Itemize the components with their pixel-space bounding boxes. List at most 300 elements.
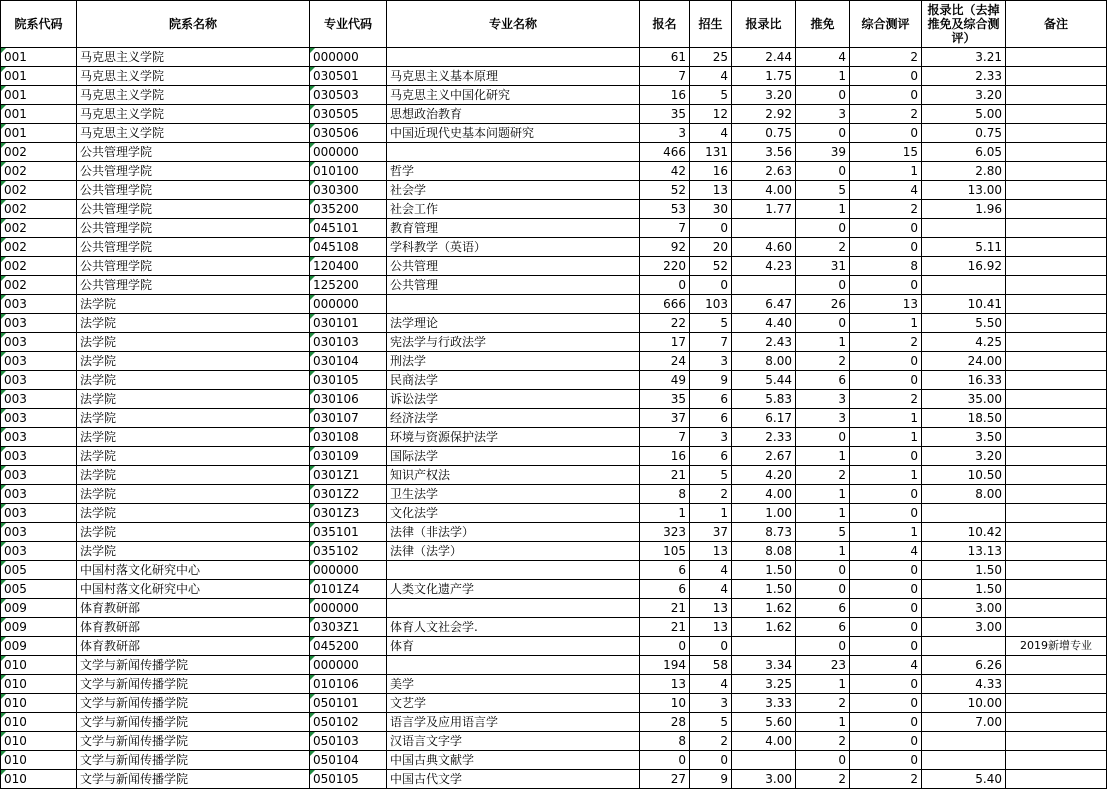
dept-code-cell[interactable]: 002 [1, 143, 77, 162]
dept-code-cell[interactable]: 010 [1, 675, 77, 694]
dept-code-cell[interactable]: 003 [1, 314, 77, 333]
remarks-cell[interactable] [1006, 561, 1107, 580]
dept-name-cell[interactable]: 法学院 [77, 485, 310, 504]
applicants-cell[interactable]: 61 [640, 48, 690, 67]
enrolled-cell[interactable]: 3 [690, 694, 732, 713]
enrolled-cell[interactable]: 37 [690, 523, 732, 542]
enrolled-cell[interactable]: 12 [690, 105, 732, 124]
adjusted-ratio-cell[interactable]: 7.00 [922, 713, 1006, 732]
dept-name-cell[interactable]: 文学与新闻传播学院 [77, 656, 310, 675]
ratio-cell[interactable]: 3.34 [732, 656, 796, 675]
col-header-adjusted-ratio[interactable]: 报录比（去掉推免及综合测评） [922, 1, 1006, 48]
ratio-cell[interactable]: 4.00 [732, 181, 796, 200]
enrolled-cell[interactable]: 2 [690, 732, 732, 751]
exempt-cell[interactable]: 0 [796, 124, 850, 143]
applicants-cell[interactable]: 6 [640, 561, 690, 580]
remarks-cell[interactable] [1006, 751, 1107, 770]
adjusted-ratio-cell[interactable]: 16.92 [922, 257, 1006, 276]
exempt-cell[interactable]: 39 [796, 143, 850, 162]
adjusted-ratio-cell[interactable]: 6.26 [922, 656, 1006, 675]
major-code-cell[interactable]: 030107 [310, 409, 387, 428]
adjusted-ratio-cell[interactable] [922, 276, 1006, 295]
col-header-comprehensive[interactable]: 综合测评 [850, 1, 922, 48]
ratio-cell[interactable]: 1.62 [732, 618, 796, 637]
major-name-cell[interactable]: 文化法学 [387, 504, 640, 523]
ratio-cell[interactable] [732, 751, 796, 770]
comprehensive-cell[interactable]: 0 [850, 732, 922, 751]
adjusted-ratio-cell[interactable]: 13.13 [922, 542, 1006, 561]
applicants-cell[interactable]: 35 [640, 105, 690, 124]
ratio-cell[interactable]: 6.47 [732, 295, 796, 314]
comprehensive-cell[interactable]: 2 [850, 105, 922, 124]
dept-name-cell[interactable]: 法学院 [77, 409, 310, 428]
major-name-cell[interactable]: 教育管理 [387, 219, 640, 238]
major-code-cell[interactable]: 0301Z1 [310, 466, 387, 485]
major-code-cell[interactable]: 030300 [310, 181, 387, 200]
remarks-cell[interactable] [1006, 599, 1107, 618]
adjusted-ratio-cell[interactable]: 1.50 [922, 561, 1006, 580]
adjusted-ratio-cell[interactable]: 4.33 [922, 675, 1006, 694]
remarks-cell[interactable] [1006, 580, 1107, 599]
comprehensive-cell[interactable]: 0 [850, 67, 922, 86]
enrolled-cell[interactable]: 7 [690, 333, 732, 352]
applicants-cell[interactable]: 21 [640, 599, 690, 618]
remarks-cell[interactable] [1006, 257, 1107, 276]
ratio-cell[interactable]: 3.56 [732, 143, 796, 162]
applicants-cell[interactable]: 323 [640, 523, 690, 542]
comprehensive-cell[interactable]: 8 [850, 257, 922, 276]
enrolled-cell[interactable]: 13 [690, 542, 732, 561]
ratio-cell[interactable]: 2.63 [732, 162, 796, 181]
major-code-cell[interactable]: 030103 [310, 333, 387, 352]
adjusted-ratio-cell[interactable] [922, 751, 1006, 770]
col-header-major-code[interactable]: 专业代码 [310, 1, 387, 48]
adjusted-ratio-cell[interactable]: 6.05 [922, 143, 1006, 162]
remarks-cell[interactable] [1006, 466, 1107, 485]
col-header-applicants[interactable]: 报名 [640, 1, 690, 48]
comprehensive-cell[interactable]: 0 [850, 751, 922, 770]
major-name-cell[interactable]: 哲学 [387, 162, 640, 181]
comprehensive-cell[interactable]: 2 [850, 770, 922, 789]
adjusted-ratio-cell[interactable]: 8.00 [922, 485, 1006, 504]
exempt-cell[interactable]: 31 [796, 257, 850, 276]
remarks-cell[interactable] [1006, 694, 1107, 713]
dept-code-cell[interactable]: 003 [1, 428, 77, 447]
major-name-cell[interactable] [387, 561, 640, 580]
ratio-cell[interactable]: 3.25 [732, 675, 796, 694]
applicants-cell[interactable]: 28 [640, 713, 690, 732]
enrolled-cell[interactable]: 2 [690, 485, 732, 504]
ratio-cell[interactable]: 8.00 [732, 352, 796, 371]
comprehensive-cell[interactable]: 1 [850, 428, 922, 447]
dept-name-cell[interactable]: 马克思主义学院 [77, 105, 310, 124]
ratio-cell[interactable]: 3.33 [732, 694, 796, 713]
dept-code-cell[interactable]: 003 [1, 333, 77, 352]
major-name-cell[interactable]: 中国近现代史基本问题研究 [387, 124, 640, 143]
major-name-cell[interactable] [387, 143, 640, 162]
adjusted-ratio-cell[interactable]: 2.80 [922, 162, 1006, 181]
dept-name-cell[interactable]: 法学院 [77, 504, 310, 523]
dept-name-cell[interactable]: 文学与新闻传播学院 [77, 694, 310, 713]
applicants-cell[interactable]: 7 [640, 67, 690, 86]
enrolled-cell[interactable]: 6 [690, 409, 732, 428]
remarks-cell[interactable]: 2019新增专业 [1006, 637, 1107, 656]
adjusted-ratio-cell[interactable]: 3.20 [922, 86, 1006, 105]
comprehensive-cell[interactable]: 0 [850, 637, 922, 656]
major-code-cell[interactable]: 000000 [310, 656, 387, 675]
enrolled-cell[interactable]: 131 [690, 143, 732, 162]
adjusted-ratio-cell[interactable]: 5.50 [922, 314, 1006, 333]
dept-code-cell[interactable]: 001 [1, 124, 77, 143]
applicants-cell[interactable]: 105 [640, 542, 690, 561]
major-code-cell[interactable]: 010100 [310, 162, 387, 181]
applicants-cell[interactable]: 220 [640, 257, 690, 276]
dept-code-cell[interactable]: 001 [1, 105, 77, 124]
applicants-cell[interactable]: 466 [640, 143, 690, 162]
comprehensive-cell[interactable]: 0 [850, 485, 922, 504]
adjusted-ratio-cell[interactable]: 13.00 [922, 181, 1006, 200]
exempt-cell[interactable]: 0 [796, 219, 850, 238]
ratio-cell[interactable] [732, 637, 796, 656]
dept-code-cell[interactable]: 003 [1, 295, 77, 314]
remarks-cell[interactable] [1006, 770, 1107, 789]
ratio-cell[interactable]: 4.00 [732, 485, 796, 504]
exempt-cell[interactable]: 3 [796, 409, 850, 428]
comprehensive-cell[interactable]: 0 [850, 371, 922, 390]
remarks-cell[interactable] [1006, 542, 1107, 561]
col-header-remarks[interactable]: 备注 [1006, 1, 1107, 48]
major-code-cell[interactable]: 0303Z1 [310, 618, 387, 637]
major-name-cell[interactable]: 体育 [387, 637, 640, 656]
ratio-cell[interactable]: 1.75 [732, 67, 796, 86]
exempt-cell[interactable]: 0 [796, 580, 850, 599]
major-code-cell[interactable]: 030108 [310, 428, 387, 447]
major-code-cell[interactable]: 030501 [310, 67, 387, 86]
comprehensive-cell[interactable]: 2 [850, 48, 922, 67]
exempt-cell[interactable]: 0 [796, 428, 850, 447]
ratio-cell[interactable]: 6.17 [732, 409, 796, 428]
enrolled-cell[interactable]: 0 [690, 637, 732, 656]
applicants-cell[interactable]: 21 [640, 466, 690, 485]
ratio-cell[interactable]: 1.00 [732, 504, 796, 523]
exempt-cell[interactable]: 1 [796, 542, 850, 561]
applicants-cell[interactable]: 1 [640, 504, 690, 523]
ratio-cell[interactable] [732, 219, 796, 238]
remarks-cell[interactable] [1006, 86, 1107, 105]
dept-name-cell[interactable]: 公共管理学院 [77, 276, 310, 295]
exempt-cell[interactable]: 6 [796, 371, 850, 390]
exempt-cell[interactable]: 1 [796, 713, 850, 732]
adjusted-ratio-cell[interactable]: 1.96 [922, 200, 1006, 219]
dept-code-cell[interactable]: 002 [1, 219, 77, 238]
adjusted-ratio-cell[interactable]: 3.50 [922, 428, 1006, 447]
exempt-cell[interactable]: 1 [796, 504, 850, 523]
exempt-cell[interactable]: 2 [796, 694, 850, 713]
dept-code-cell[interactable]: 002 [1, 238, 77, 257]
remarks-cell[interactable] [1006, 523, 1107, 542]
remarks-cell[interactable] [1006, 105, 1107, 124]
applicants-cell[interactable]: 6 [640, 580, 690, 599]
comprehensive-cell[interactable]: 15 [850, 143, 922, 162]
applicants-cell[interactable]: 7 [640, 219, 690, 238]
dept-code-cell[interactable]: 003 [1, 542, 77, 561]
major-name-cell[interactable]: 中国古代文学 [387, 770, 640, 789]
major-code-cell[interactable]: 0101Z4 [310, 580, 387, 599]
major-code-cell[interactable]: 050101 [310, 694, 387, 713]
dept-name-cell[interactable]: 公共管理学院 [77, 200, 310, 219]
exempt-cell[interactable]: 1 [796, 447, 850, 466]
ratio-cell[interactable]: 1.77 [732, 200, 796, 219]
adjusted-ratio-cell[interactable]: 18.50 [922, 409, 1006, 428]
major-name-cell[interactable] [387, 295, 640, 314]
exempt-cell[interactable]: 2 [796, 352, 850, 371]
remarks-cell[interactable] [1006, 371, 1107, 390]
comprehensive-cell[interactable]: 1 [850, 409, 922, 428]
comprehensive-cell[interactable]: 4 [850, 542, 922, 561]
adjusted-ratio-cell[interactable]: 10.00 [922, 694, 1006, 713]
enrolled-cell[interactable]: 9 [690, 770, 732, 789]
enrolled-cell[interactable]: 3 [690, 352, 732, 371]
dept-code-cell[interactable]: 010 [1, 732, 77, 751]
dept-code-cell[interactable]: 010 [1, 751, 77, 770]
major-name-cell[interactable]: 经济法学 [387, 409, 640, 428]
remarks-cell[interactable] [1006, 447, 1107, 466]
adjusted-ratio-cell[interactable]: 24.00 [922, 352, 1006, 371]
enrolled-cell[interactable]: 1 [690, 504, 732, 523]
applicants-cell[interactable]: 10 [640, 694, 690, 713]
comprehensive-cell[interactable]: 0 [850, 219, 922, 238]
major-code-cell[interactable]: 030106 [310, 390, 387, 409]
exempt-cell[interactable]: 2 [796, 466, 850, 485]
comprehensive-cell[interactable]: 1 [850, 314, 922, 333]
major-name-cell[interactable]: 公共管理 [387, 257, 640, 276]
dept-code-cell[interactable]: 010 [1, 694, 77, 713]
exempt-cell[interactable]: 5 [796, 523, 850, 542]
dept-name-cell[interactable]: 法学院 [77, 447, 310, 466]
adjusted-ratio-cell[interactable] [922, 732, 1006, 751]
adjusted-ratio-cell[interactable]: 1.50 [922, 580, 1006, 599]
applicants-cell[interactable]: 16 [640, 86, 690, 105]
adjusted-ratio-cell[interactable]: 2.33 [922, 67, 1006, 86]
major-name-cell[interactable] [387, 656, 640, 675]
ratio-cell[interactable]: 8.08 [732, 542, 796, 561]
major-code-cell[interactable]: 050102 [310, 713, 387, 732]
comprehensive-cell[interactable]: 0 [850, 352, 922, 371]
enrolled-cell[interactable]: 5 [690, 466, 732, 485]
remarks-cell[interactable] [1006, 409, 1107, 428]
comprehensive-cell[interactable]: 4 [850, 181, 922, 200]
major-name-cell[interactable] [387, 599, 640, 618]
adjusted-ratio-cell[interactable]: 10.50 [922, 466, 1006, 485]
applicants-cell[interactable]: 53 [640, 200, 690, 219]
major-code-cell[interactable]: 050103 [310, 732, 387, 751]
enrolled-cell[interactable]: 13 [690, 599, 732, 618]
enrolled-cell[interactable]: 0 [690, 219, 732, 238]
remarks-cell[interactable] [1006, 352, 1107, 371]
ratio-cell[interactable]: 2.67 [732, 447, 796, 466]
dept-code-cell[interactable]: 001 [1, 48, 77, 67]
remarks-cell[interactable] [1006, 276, 1107, 295]
enrolled-cell[interactable]: 4 [690, 67, 732, 86]
dept-code-cell[interactable]: 003 [1, 390, 77, 409]
major-code-cell[interactable]: 050105 [310, 770, 387, 789]
ratio-cell[interactable]: 2.33 [732, 428, 796, 447]
major-code-cell[interactable]: 125200 [310, 276, 387, 295]
dept-name-cell[interactable]: 中国村落文化研究中心 [77, 580, 310, 599]
applicants-cell[interactable]: 8 [640, 485, 690, 504]
dept-name-cell[interactable]: 法学院 [77, 295, 310, 314]
ratio-cell[interactable]: 0.75 [732, 124, 796, 143]
remarks-cell[interactable] [1006, 219, 1107, 238]
adjusted-ratio-cell[interactable] [922, 219, 1006, 238]
enrolled-cell[interactable]: 4 [690, 124, 732, 143]
remarks-cell[interactable] [1006, 67, 1107, 86]
col-header-ratio[interactable]: 报录比 [732, 1, 796, 48]
dept-name-cell[interactable]: 公共管理学院 [77, 181, 310, 200]
adjusted-ratio-cell[interactable]: 10.41 [922, 295, 1006, 314]
col-header-dept-code[interactable]: 院系代码 [1, 1, 77, 48]
major-name-cell[interactable]: 国际法学 [387, 447, 640, 466]
exempt-cell[interactable]: 3 [796, 105, 850, 124]
remarks-cell[interactable] [1006, 295, 1107, 314]
comprehensive-cell[interactable]: 0 [850, 675, 922, 694]
exempt-cell[interactable]: 4 [796, 48, 850, 67]
major-name-cell[interactable]: 文艺学 [387, 694, 640, 713]
major-code-cell[interactable]: 000000 [310, 48, 387, 67]
major-name-cell[interactable] [387, 48, 640, 67]
enrolled-cell[interactable]: 6 [690, 390, 732, 409]
dept-code-cell[interactable]: 010 [1, 770, 77, 789]
dept-code-cell[interactable]: 009 [1, 618, 77, 637]
enrolled-cell[interactable]: 13 [690, 181, 732, 200]
enrolled-cell[interactable]: 5 [690, 713, 732, 732]
comprehensive-cell[interactable]: 1 [850, 523, 922, 542]
comprehensive-cell[interactable]: 0 [850, 694, 922, 713]
dept-name-cell[interactable]: 公共管理学院 [77, 162, 310, 181]
applicants-cell[interactable]: 92 [640, 238, 690, 257]
adjusted-ratio-cell[interactable]: 3.00 [922, 599, 1006, 618]
dept-code-cell[interactable]: 005 [1, 561, 77, 580]
major-code-cell[interactable]: 030506 [310, 124, 387, 143]
dept-name-cell[interactable]: 文学与新闻传播学院 [77, 751, 310, 770]
dept-name-cell[interactable]: 法学院 [77, 333, 310, 352]
major-name-cell[interactable]: 人类文化遗产学 [387, 580, 640, 599]
ratio-cell[interactable]: 5.44 [732, 371, 796, 390]
enrolled-cell[interactable]: 103 [690, 295, 732, 314]
applicants-cell[interactable]: 17 [640, 333, 690, 352]
major-code-cell[interactable]: 030503 [310, 86, 387, 105]
applicants-cell[interactable]: 21 [640, 618, 690, 637]
dept-name-cell[interactable]: 法学院 [77, 371, 310, 390]
comprehensive-cell[interactable]: 2 [850, 390, 922, 409]
major-name-cell[interactable]: 环境与资源保护法学 [387, 428, 640, 447]
enrolled-cell[interactable]: 52 [690, 257, 732, 276]
dept-name-cell[interactable]: 体育教研部 [77, 637, 310, 656]
adjusted-ratio-cell[interactable]: 3.20 [922, 447, 1006, 466]
dept-code-cell[interactable]: 003 [1, 523, 77, 542]
dept-code-cell[interactable]: 009 [1, 599, 77, 618]
remarks-cell[interactable] [1006, 162, 1107, 181]
remarks-cell[interactable] [1006, 333, 1107, 352]
adjusted-ratio-cell[interactable]: 5.00 [922, 105, 1006, 124]
applicants-cell[interactable]: 27 [640, 770, 690, 789]
major-code-cell[interactable]: 0301Z2 [310, 485, 387, 504]
comprehensive-cell[interactable]: 2 [850, 333, 922, 352]
major-code-cell[interactable]: 030505 [310, 105, 387, 124]
ratio-cell[interactable]: 4.23 [732, 257, 796, 276]
ratio-cell[interactable]: 5.60 [732, 713, 796, 732]
ratio-cell[interactable]: 2.44 [732, 48, 796, 67]
applicants-cell[interactable]: 0 [640, 751, 690, 770]
exempt-cell[interactable]: 23 [796, 656, 850, 675]
dept-code-cell[interactable]: 002 [1, 181, 77, 200]
enrolled-cell[interactable]: 5 [690, 314, 732, 333]
col-header-major-name[interactable]: 专业名称 [387, 1, 640, 48]
major-name-cell[interactable]: 知识产权法 [387, 466, 640, 485]
enrolled-cell[interactable]: 0 [690, 751, 732, 770]
dept-name-cell[interactable]: 马克思主义学院 [77, 48, 310, 67]
major-code-cell[interactable]: 030101 [310, 314, 387, 333]
ratio-cell[interactable]: 1.50 [732, 580, 796, 599]
adjusted-ratio-cell[interactable] [922, 637, 1006, 656]
dept-name-cell[interactable]: 马克思主义学院 [77, 86, 310, 105]
applicants-cell[interactable]: 0 [640, 276, 690, 295]
ratio-cell[interactable]: 2.43 [732, 333, 796, 352]
major-name-cell[interactable]: 刑法学 [387, 352, 640, 371]
dept-code-cell[interactable]: 003 [1, 352, 77, 371]
enrolled-cell[interactable]: 4 [690, 675, 732, 694]
enrolled-cell[interactable]: 5 [690, 86, 732, 105]
major-name-cell[interactable]: 宪法学与行政法学 [387, 333, 640, 352]
dept-code-cell[interactable]: 005 [1, 580, 77, 599]
adjusted-ratio-cell[interactable]: 3.00 [922, 618, 1006, 637]
dept-name-cell[interactable]: 公共管理学院 [77, 143, 310, 162]
major-code-cell[interactable]: 030104 [310, 352, 387, 371]
dept-name-cell[interactable]: 文学与新闻传播学院 [77, 713, 310, 732]
col-header-dept-name[interactable]: 院系名称 [77, 1, 310, 48]
exempt-cell[interactable]: 1 [796, 333, 850, 352]
dept-code-cell[interactable]: 003 [1, 485, 77, 504]
dept-name-cell[interactable]: 文学与新闻传播学院 [77, 770, 310, 789]
remarks-cell[interactable] [1006, 713, 1107, 732]
comprehensive-cell[interactable]: 0 [850, 238, 922, 257]
applicants-cell[interactable]: 24 [640, 352, 690, 371]
major-code-cell[interactable]: 030105 [310, 371, 387, 390]
enrolled-cell[interactable]: 9 [690, 371, 732, 390]
remarks-cell[interactable] [1006, 675, 1107, 694]
remarks-cell[interactable] [1006, 618, 1107, 637]
major-code-cell[interactable]: 050104 [310, 751, 387, 770]
dept-code-cell[interactable]: 003 [1, 447, 77, 466]
ratio-cell[interactable]: 4.00 [732, 732, 796, 751]
comprehensive-cell[interactable]: 0 [850, 124, 922, 143]
dept-name-cell[interactable]: 公共管理学院 [77, 238, 310, 257]
exempt-cell[interactable]: 0 [796, 162, 850, 181]
exempt-cell[interactable]: 2 [796, 770, 850, 789]
comprehensive-cell[interactable]: 1 [850, 466, 922, 485]
col-header-enrolled[interactable]: 招生 [690, 1, 732, 48]
major-name-cell[interactable]: 思想政治教育 [387, 105, 640, 124]
exempt-cell[interactable]: 0 [796, 637, 850, 656]
ratio-cell[interactable] [732, 276, 796, 295]
exempt-cell[interactable]: 26 [796, 295, 850, 314]
applicants-cell[interactable]: 37 [640, 409, 690, 428]
major-code-cell[interactable]: 120400 [310, 257, 387, 276]
enrolled-cell[interactable]: 0 [690, 276, 732, 295]
remarks-cell[interactable] [1006, 48, 1107, 67]
dept-code-cell[interactable]: 003 [1, 504, 77, 523]
exempt-cell[interactable]: 0 [796, 86, 850, 105]
